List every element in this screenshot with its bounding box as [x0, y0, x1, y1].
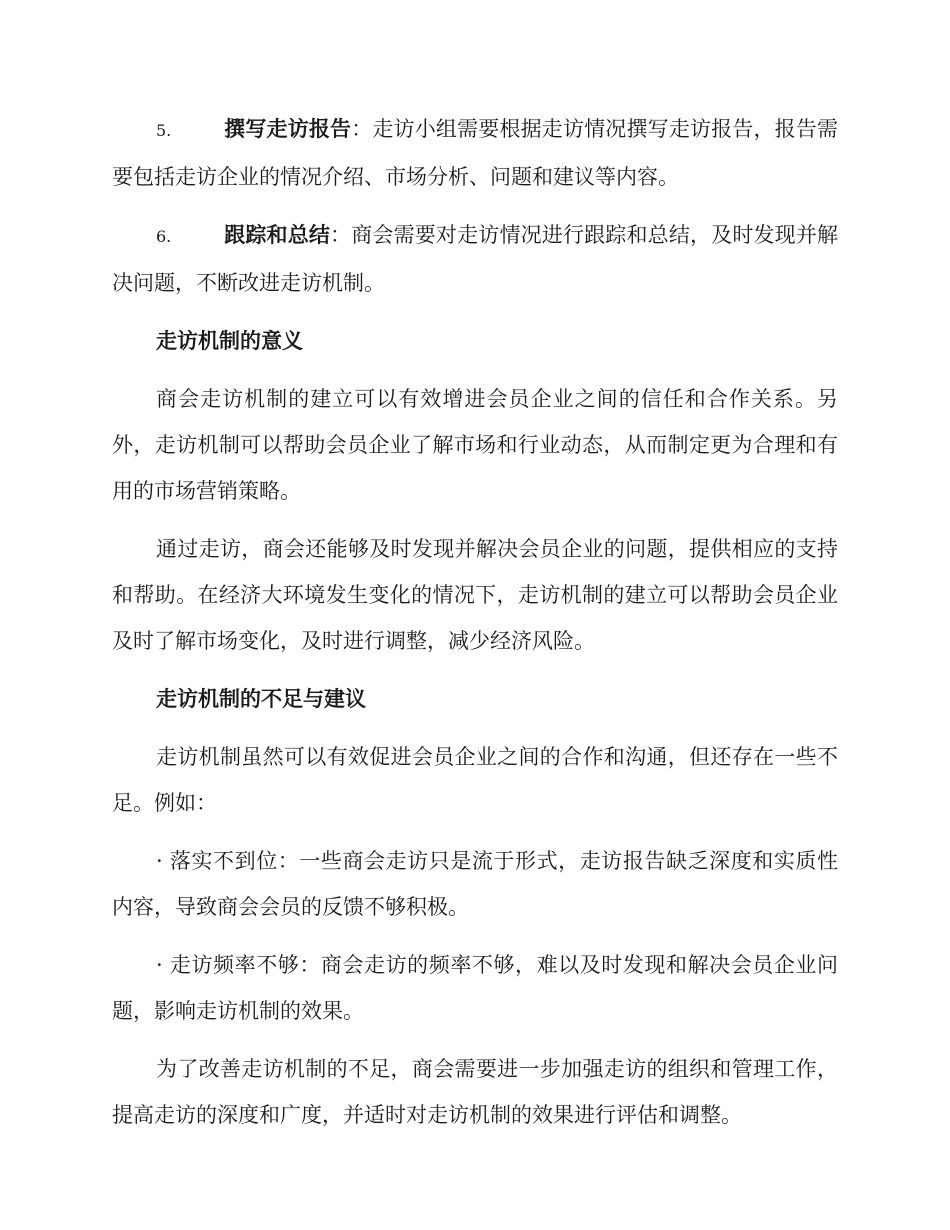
bullet-item: · 落实不到位：一些商会走访只是流于形式，走访报告缺乏深度和实质性内容，导致商会会员的反馈不够积极。 — [112, 849, 838, 919]
item-title: 跟踪和总结 — [224, 222, 331, 247]
item-number: 6. — [156, 227, 172, 246]
item-text: 走访小组需要根据走访情况撰写走访报告，报告需要包括走访企业的情况介绍、市场分析、问题和建议等内容。 — [112, 117, 839, 189]
bullet-item: · 走访频率不够：商会走访的频率不够，难以及时发现和解决会员企业问题，影响走访机制的效果。 — [112, 953, 838, 1023]
item-separator: ： — [351, 117, 373, 141]
item-text: 商会需要对走访情况进行跟踪和总结，及时发现并解决问题，不断改进走访机制。 — [112, 223, 839, 295]
item-title: 撰写走访报告 — [224, 116, 352, 141]
numbered-item — [112, 212, 838, 306]
item-number: 5. — [156, 121, 172, 140]
paragraph: 为了改善走访机制的不足，商会需要进一步加强走访的组织和管理工作，提高走访的深度和广度，并适时对走访机制的效果进行评估和调整。 — [112, 1057, 838, 1127]
section-heading: 走访机制的意义 — [156, 328, 303, 353]
paragraph: 商会走访机制的建立可以有效增进会员企业之间的信任和合作关系。另外，走访机制可以帮助会员企业了解市场和行业动态，从而制定更为合理和有用的市场营销策略。 — [112, 387, 838, 503]
paragraph: 走访机制虽然可以有效促进会员企业之间的合作和沟通，但还存在一些不足。例如： — [112, 745, 838, 815]
section-heading: 走访机制的不足与建议 — [156, 686, 366, 711]
numbered-item — [112, 106, 838, 200]
paragraph: 通过走访，商会还能够及时发现并解决会员企业的问题，提供相应的支持和帮助。在经济大环境发生变化的情况下，走访机制的建立可以帮助会员企业及时了解市场变化，及时进行调整，减少经济风险。 — [112, 537, 838, 653]
document-body — [112, 106, 838, 1150]
item-separator: ： — [330, 223, 352, 247]
